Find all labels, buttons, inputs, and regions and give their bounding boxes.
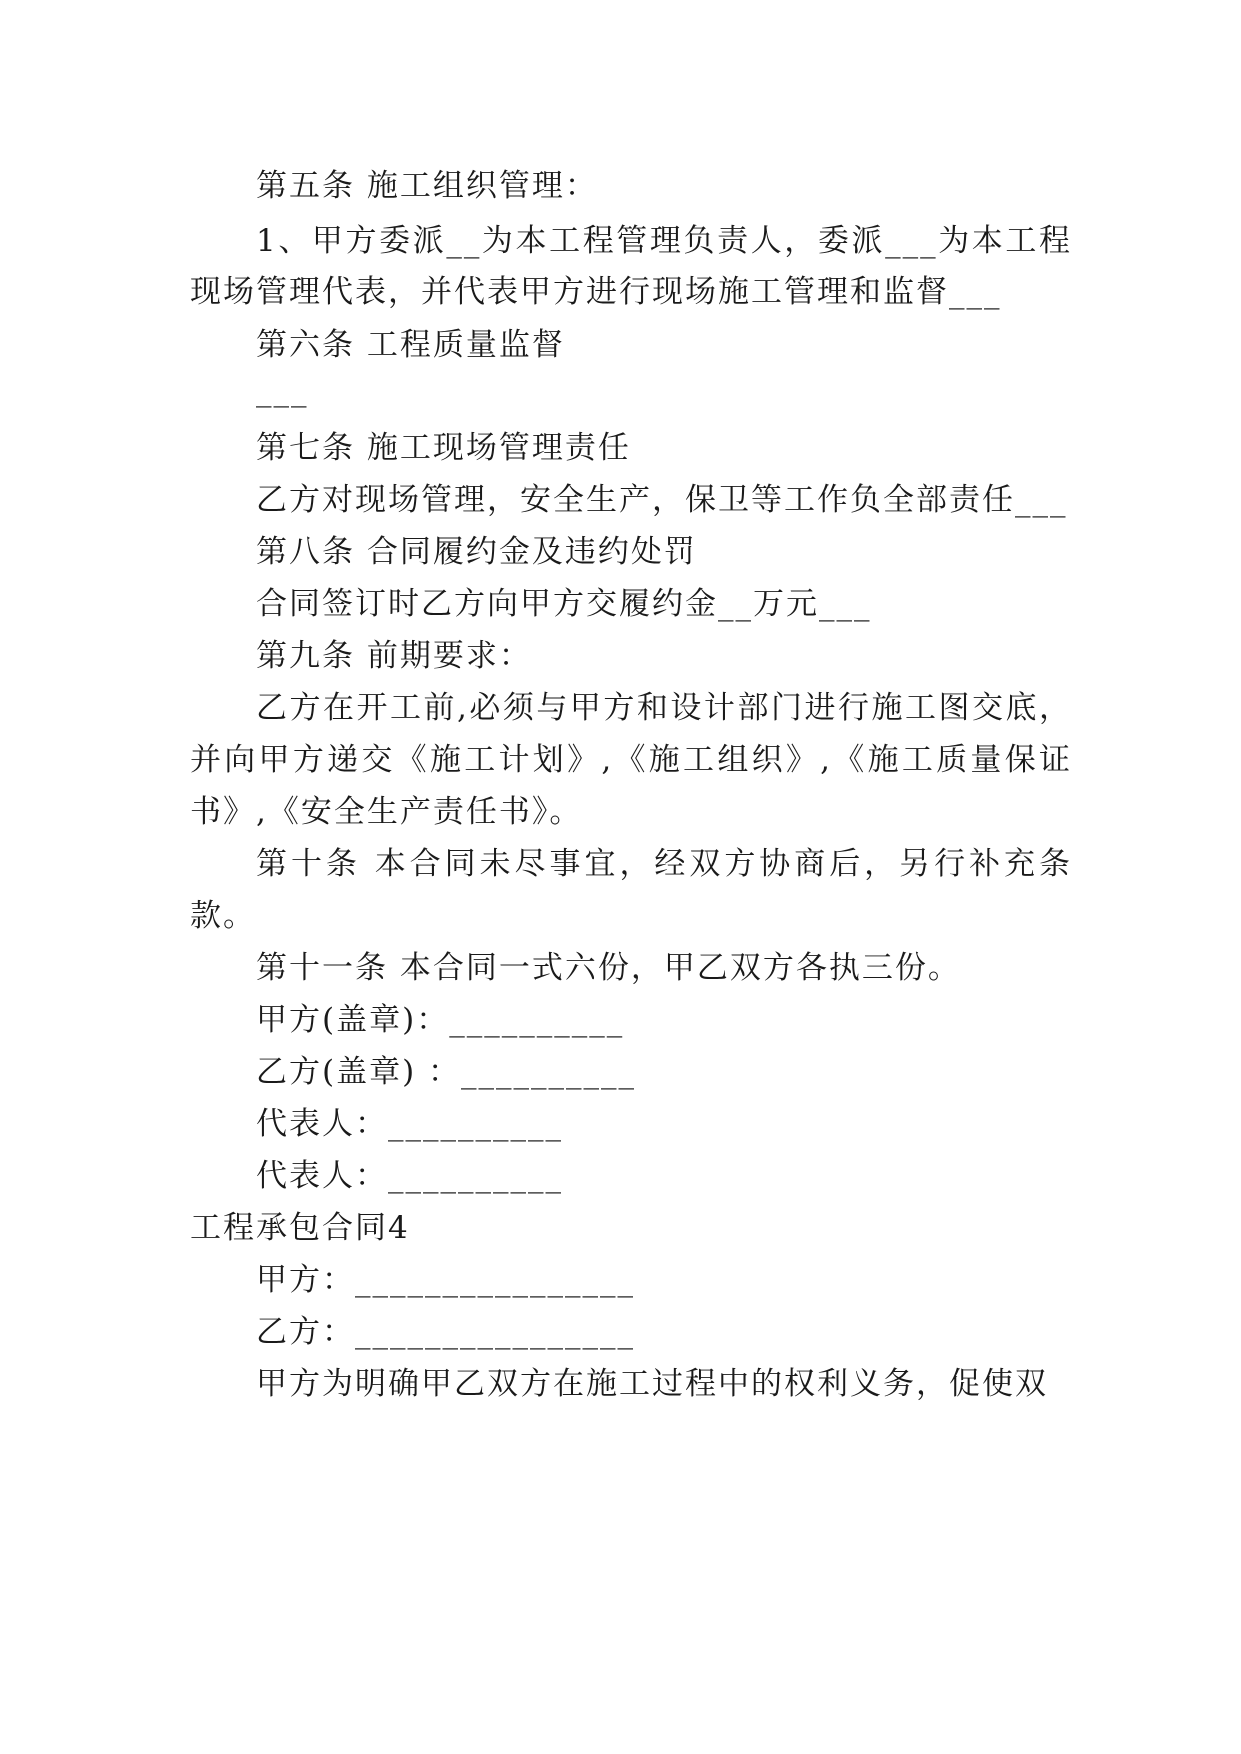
article-5-heading: 第五条 施工组织管理： [256,168,598,204]
article-7-body: 乙方对现场管理，安全生产，保卫等工作负全部责任___ [256,482,1068,518]
article-5-item-1-line-1: 1、甲方委派__为本工程管理负责人，委派___为本工程 [256,223,1072,259]
article-9-body-line-2: 并向甲方递交《施工计划》,《施工组织》,《施工质量保证 [190,742,1072,778]
article-9-body-line-1: 乙方在开工前,必须与甲方和设计部门进行施工图交底， [256,690,1072,726]
article-6-blank: ___ [256,372,309,408]
contract-4-preamble: 甲方为明确甲乙双方在施工过程中的权利义务，促使双 [256,1366,1048,1402]
article-5-item-1-line-2: 现场管理代表，并代表甲方进行现场施工管理和监督___ [190,274,1002,310]
representative-line-1: 代表人：__________ [256,1106,563,1142]
contract-4-title: 工程承包合同4 [190,1210,410,1246]
article-10-line-2: 款。 [190,898,256,934]
representative-line-2: 代表人：__________ [256,1158,563,1194]
article-8-heading: 第八条 合同履约金及违约处罚 [256,534,697,570]
article-6-heading: 第六条 工程质量监督 [256,327,565,363]
article-9-body-line-3: 书》,《安全生产责任书》。 [190,794,583,830]
article-9-heading: 第九条 前期要求： [256,638,532,674]
article-7-heading: 第七条 施工现场管理责任 [256,430,631,466]
article-8-body: 合同签订时乙方向甲方交履约金__万元___ [256,586,872,622]
article-11: 第十一条 本合同一式六份，甲乙双方各执三份。 [256,950,961,986]
party-a-seal-line: 甲方(盖章)：__________ [256,1002,625,1038]
contract-4-party-b: 乙方：________________ [256,1314,635,1350]
contract-4-party-a: 甲方：________________ [256,1262,635,1298]
party-b-seal-line: 乙方(盖章) ：__________ [256,1054,637,1090]
article-10-line-1: 第十条 本合同未尽事宜，经双方协商后，另行补充条 [256,846,1072,882]
